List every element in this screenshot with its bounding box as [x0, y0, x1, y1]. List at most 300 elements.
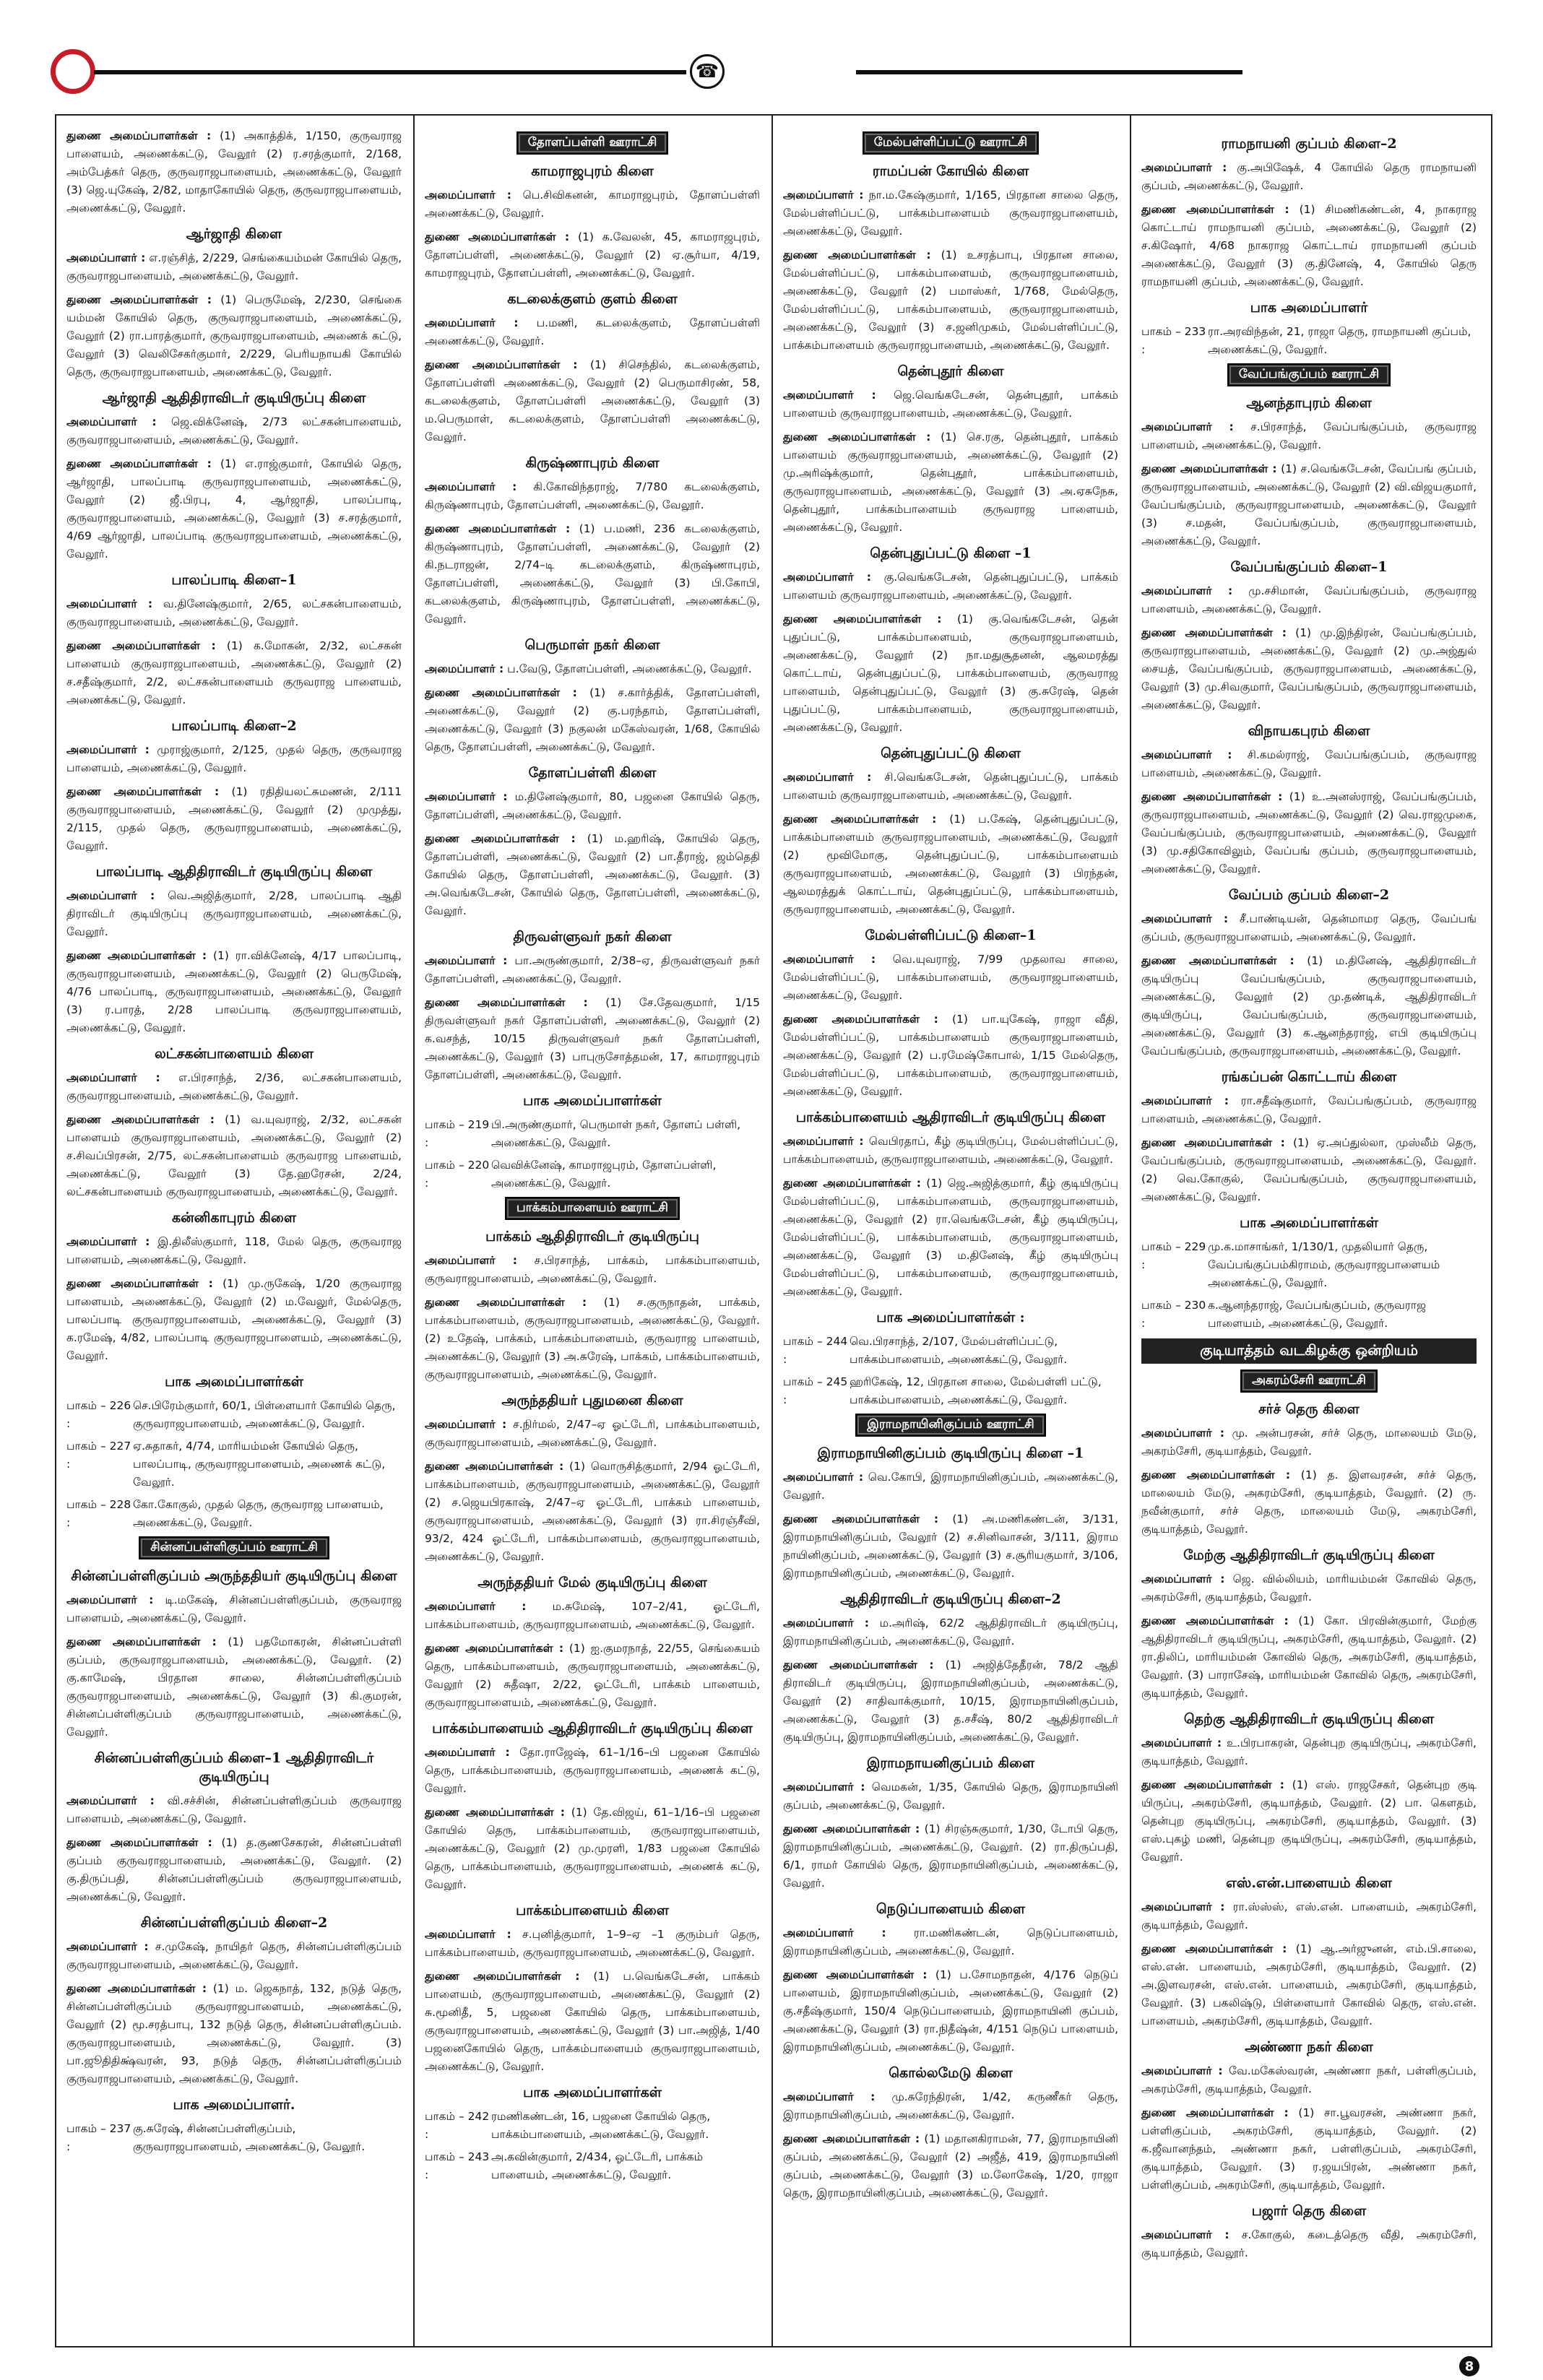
member-entry [1141, 1734, 1477, 1770]
member-details: (1) சிரஞ்சுகுமார், 1/30, டோபி தெரு, இராமநாயினிகுப்பம், அணைக்கட்டு, வேலூர். (2) ரா.திருப்பதி, 6/1, ராமர் கோயில் தெரு, இராமநாயினிகுப்பம், அணைக்கட்டு, வேலூர். [783, 1822, 1118, 1890]
member-entry [783, 1820, 1118, 1892]
panchayat-label: மேல்பள்ளிப்பட்டு ஊராட்சி [863, 131, 1039, 155]
section-heading: பாக அமைப்பாளர். [173, 2097, 295, 2113]
member-entry [783, 610, 1118, 737]
masthead-ring-icon [51, 49, 95, 94]
member-entry [66, 887, 402, 941]
role-label: துணை அமைப்பாளர்கள் : [66, 949, 207, 962]
column-2 [425, 127, 760, 2337]
column-divider [772, 116, 773, 2346]
member-entry [783, 1011, 1118, 1101]
column-divider [413, 116, 415, 2346]
section-heading: நெடுப்பாளையம் கிளை [876, 1901, 1026, 1917]
booth-number: பாகம் – 219 : [425, 1118, 490, 1149]
member-details: முராஜ்குமார், 2/125, முதல் தெரு, குருவராஜ பாளையம், அணைக்கட்டு, வேலூர். [66, 743, 402, 774]
role-label: துணை அமைப்பாளர்கள் : [66, 457, 212, 470]
member-details: (1) தே.விஜய், 61–1/16–பி பஜனை கோயில் தெரு, பாக்கம்பாளையம், குருவராஜபாளையம், அணைக்கட்டு, வேலூர் (2) மு.முரளி, 1/83 பஜனை கோயில் தெரு, பாக்கம்பாளையம், குருவராஜபாளையம், அணைக் கட்டு, வேலூர். [425, 1806, 760, 1891]
header-rule-left [94, 70, 686, 74]
section-heading: பாக அமைப்பாளர்கள் [165, 1374, 303, 1390]
booth-number: பாகம் – 244 : [783, 1335, 848, 1366]
section-heading: பாலப்பாடி கிளை–1 [171, 572, 297, 588]
role-label: துணை அமைப்பாளர்கள் : [66, 1635, 217, 1648]
member-entry [1141, 1092, 1477, 1128]
section-heading: கன்னிகாபுரம் கிளை [172, 1210, 296, 1226]
member-details: (1) ப.மணி, 236 கடலைக்குளம், கிருஷ்ணாபுரம், தோளப்பள்ளி, அணைக்கட்டு, வேலூர் (2) கி.நடராஜன், 2/74–டி கடலைக்குளம், கிருஷ்ணாபுரம், தோளப்பள்ளி, அணைக்கட்டு, வேலூர் (3) பி.கோபி, கடலைக்குளம், கிருஷ்ணாபுரம், தோளப்பள்ளி, அணைக்கட்டு, வேலூர். [425, 522, 760, 626]
member-details: வே.மகேஸ்வரன், அண்ணா நகர், பள்ளிகுப்பம், அகரம்சேரி, குடியாத்தம், வேலூர். [1141, 2064, 1477, 2095]
member-details: இ.திலீஸ்குமார், 118, மேல் தெரு, குருவராஜ பாளையம், அணைக்கட்டு, வேலூர். [66, 1235, 402, 1266]
member-entry [1141, 460, 1477, 550]
role-label: அமைப்பாளர் : [66, 1071, 160, 1084]
role-label: துணை அமைப்பாளர்கள் : [425, 1296, 587, 1309]
role-label: துணை அமைப்பாளர்கள் : [66, 1836, 212, 1849]
role-label: துணை அமைப்பாளர்கள் : [783, 613, 942, 626]
member-entry [425, 1598, 760, 1634]
member-entry [1141, 1570, 1477, 1606]
role-label: துணை அமைப்பாளர்கள் : [66, 1277, 213, 1290]
role-label: அமைப்பாளர் : [425, 954, 508, 967]
member-entry [425, 1416, 760, 1452]
role-label: அமைப்பாளர் : [1141, 1094, 1229, 1107]
booth-member: வெவிக்னேஷ், காமராஜபுரம், தோளப்பள்ளி, அணைக்கட்டு, வேலூர். [491, 1159, 717, 1190]
booth-entry [783, 1373, 1118, 1409]
member-details: ஜெ. வில்லியம், மாரியம்மன் கோவில் தெரு, அகரம்சேரி, குடியாத்தம், வேலூர். [1141, 1572, 1477, 1604]
member-details: (1) அஜித்தேதீரன், 78/2 ஆதி திராவிடர் குடியிருப்பு, இராமநாயினிகுப்பம், அணைக்கட்டு, வேலூர் (2) சாதிவாக்குமார், 10/15, இராமநாயினிகுப்பம், அணைக்கட்டு, வேலூர் (3) த.சசீஷ், 80/2 ஆதிதிராவிடர் குடியிருப்பு, இராமநாயினிகுப்பம், அணைக்கட்டு, வேலூர். [783, 1658, 1118, 1744]
section-heading: ரங்கப்பன் கொட்டாய் கிளை [1221, 1069, 1397, 1085]
member-entry [1141, 418, 1477, 454]
member-details: (1) வ.யுவராஜ், 2/32, லட்சகன் பாளையம் குருவராஜபாளையம், அணைக்கட்டு, வேலூர் (2) ச.சிவப்பிரசன், 2/75, லட்சகன்பாளையம் குருவராஜ பாளையம், அணைக்கட்டு, வேலூர் (3) தே.ஹரேசன், 2/24, லட்சகன்பாளையம் குருவராஜபாளையம், அணைக்கட்டு, வேலூர். [66, 1113, 402, 1198]
section-heading: விநாயகபுரம் கிளை [1248, 723, 1370, 739]
member-details: (1) கு.வெங்கடேசன், தென் புதுப்பட்டு, பாக்கம்பாளையம், குருவராஜபாளையம், அணைக்கட்டு, வேலூர் (2) நா.மதுசூதனன், ஆலமரத்து கொட்டாய், தென்புதுப்பட்டு, பாக்கம்பாளையம், குருவராஜ பாளையம், தென்புதுப்பட்டு, வேலூர் (3) கு.சுரேஷ், தென் புதுப்பட்டு, பாக்கம்பாளையம், குருவராஜபாளையம், அணைக்கட்டு, வேலூர். [783, 613, 1118, 734]
member-entry [66, 291, 402, 381]
member-details: கு.அபிஷேக், 4 கோயில் தெரு ராமநாயனி குப்பம், அணைக்கட்டு, வேலூர். [1141, 161, 1477, 192]
role-label: துணை அமைப்பாளர்கள் : [783, 2132, 920, 2145]
section-heading: அருந்ததியர் மேல் குடியிருப்பு கிளை [477, 1575, 707, 1591]
member-entry [425, 952, 760, 988]
member-entry [783, 1924, 1118, 1960]
role-label: துணை அமைப்பாளர்கள் : [425, 1806, 565, 1819]
member-entry [66, 127, 402, 217]
booth-member: ரமணிகண்டன், 16, பஜனை கோயில் தெரு, பாக்கம்பாளையம், அணைக்கட்டு, வேலூர். [491, 2110, 711, 2141]
role-label: அமைப்பாளர் : [1141, 584, 1233, 597]
role-label: அமைப்பாளர் : [783, 571, 871, 584]
booth-entry [1141, 1238, 1477, 1292]
role-label: துணை அமைப்பாளர்கள் : [66, 1982, 207, 1995]
member-details: (1) த. இளவரசன், சர்ச் தெரு, மாலையம் மேடு, அகரம்சேரி, குடியாத்தம், வேலூர். (2) ரு. நவீன்குமார், சர்ச் தெரு, மாலையம் மேடு, அகரம்சேரி, குடியாத்தம், வேலூர். [1141, 1468, 1477, 1536]
party-emblem-icon: ☎ [690, 54, 725, 89]
section-heading: பாக்கம் ஆதிதிராவிடர் குடியிருப்பு [485, 1229, 699, 1245]
member-entry [425, 994, 760, 1084]
column-divider [1130, 116, 1131, 2346]
member-details: (1) ப.வெங்கடேசன், பாக்கம் பாளையம், குருவராஜபாளையம், அணைக்கட்டு, வேலூர் (2) சு.மூனிதீ, 5, பஜனை கோயில் தெரு, பாக்கம்பாளையம், குருவராஜபாளையம், அணைக்கட்டு, வேலூர் (3) பா.அஜித், 1/40 பஜனைகோயில் தெரு, பாக்கம்பாளையம் குருவராஜபாளையம், அணைக்கட்டு, வேலூர். [425, 1970, 760, 2073]
role-label: அமைப்பாளர் : [1141, 1572, 1225, 1585]
role-label: அமைப்பாளர் : [425, 316, 519, 329]
booth-member: கோ.கோகுல், முதல் தெரு, குருவராஜ பாளையம், அணைக்கட்டு, வேலூர். [133, 1498, 384, 1529]
role-label: துணை அமைப்பாளர்கள் : [425, 832, 576, 845]
member-entry [783, 2088, 1118, 2124]
role-label: துணை அமைப்பாளர்கள் : [66, 639, 216, 652]
member-entry [66, 249, 402, 285]
member-details: (1) உசரத்பாபு, பிரதான சாலை, மேல்பள்ளிப்பட்டு, பாக்கம்பாளையம், குருவராஜபாளையம், அணைக்கட்டு, வேலூர் (2) பமாஸ்கர், 1/768, மேல்தெரு, மேல்பள்ளிப்பட்டு, பாக்கம்பாளையம், குருவராஜபாளையம், அணைக்கட்டு, வேலூர் (3) ச.ஜனிமுகம், மேல்பள்ளிப்பட்டு, பாக்கம்பாளையம் குருவராஜபாளையம், அணைக்கட்டு, வேலூர். [783, 248, 1118, 352]
role-label: அமைப்பாளர் : [66, 1794, 155, 1807]
member-entry [425, 1458, 760, 1566]
member-details: (1) க.மோகன், 2/32, லட்சகன் பாளையம் குருவராஜபாளையம், அணைக்கட்டு, வேலூர் (2) ச.சதீஷ்குமார், 2/2, லட்சகன்பாளையம் குருவராஜ பாளையம், அணைக்கட்டு, வேலூர். [66, 639, 402, 706]
role-label: அமைப்பாளர் : [1141, 161, 1227, 174]
section-heading: பாக்கம்பாளையம் கிளை [516, 1903, 669, 1918]
member-entry [66, 1792, 402, 1828]
member-entry [1141, 910, 1477, 946]
role-label: துணை அமைப்பாளர்கள் : [1141, 1778, 1284, 1791]
member-entry [1141, 1424, 1477, 1461]
member-entry [66, 1938, 402, 1974]
section-heading: பெருமாள் நகர் கிளை [524, 637, 660, 653]
member-details: வெமகன், 1/35, கோயில் தெரு, இராமநாயினி குப்பம், அணைக்கட்டு, வேலூர். [783, 1780, 1118, 1812]
member-entry [66, 1834, 402, 1906]
member-details: நா.ம.கேஷ்குமார், 1/165, பிரதான சாலை தெரு, மேல்பள்ளிப்பட்டு, பாக்கம்பாளையம் குருவராஜபாளையம், அணைக்கட்டு, வேலூர். [783, 189, 1118, 238]
member-entry [783, 1468, 1118, 1505]
section-heading: திருவள்ளுவர் நகர் கிளை [513, 929, 672, 945]
member-details: (1) கோ. பிரவின்குமார், மேற்கு ஆதிதிராவிடர் குடியிருப்பு, அகரம்சேரி, குடியாத்தம், வேலூர். (2) ரா.திலிப், மாரியம்மன் கோவில் தெரு, அகரம்சேரி, குடியாத்தம், வேலூர். (3) பாராசேஷ், மாரியம்மன் கோவில் தெரு, அகரம்சேரி, குடியாத்தம், வேலூர். [1141, 1614, 1477, 1700]
role-label: துணை அமைப்பாளர்கள் : [1141, 462, 1277, 475]
member-entry [66, 1069, 402, 1105]
section-heading: சின்னப்பள்ளிகுப்பம் கிளை–2 [140, 1915, 328, 1931]
header-rule-right [856, 70, 1242, 74]
role-label: அமைப்பாளர் : [783, 771, 872, 784]
role-label: துணை அமைப்பாளர்கள் : [1141, 626, 1287, 639]
panchayat-label: தோளப்பள்ளி ஊராட்சி [517, 131, 669, 155]
member-details: (1) ப.சோமநாதன், 4/176 நெடுப் பாளையம், இராமநாயினிகுப்பம், அணைக்கட்டு, வேலூர் (2) கு.சதீஷ்குமார், 150/4 நெடுப்பாளையம், இராமநாயினி குப்பம், அணைக்கட்டு, வேலூர் (3) ரா.நிதீஷ்ன், 4/151 நெடுப் பாளையம், இராமநாயினிகுப்பம், அணைக்கட்டு, வேலூர். [783, 1968, 1118, 2054]
member-details: உ.பிரபாகரன், தென்புற குடியிருப்பு, அகரம்சேரி, குடியாத்தம், வேலூர். [1141, 1736, 1477, 1767]
role-label: அமைப்பாளர் : [425, 1254, 517, 1267]
member-entry [66, 637, 402, 709]
booth-entry [425, 1116, 760, 1152]
member-details: (1) ரதிதியலட்சுமணன், 2/111 குருவராஜபாளையம், அணைக்கட்டு, வேலூர் (2) முமுத்து, 2/115, முதல் தெரு, குருவராஜபாளையம், அணைக்கட்டு, வேலூர். [66, 785, 402, 852]
role-label: துணை அமைப்பாளர்கள் : [425, 686, 577, 699]
member-details: (1) சா.பூவரசன், அண்ணா நகர், பள்ளிகுப்பம், அகரம்சேரி, குடியாத்தம், வேலூர். (2) க.ஜீவானந்தம், அண்ணா நகர், பள்ளிகுப்பம், அகரம்சேரி, குடியாத்தம், வேலூர். (3) ர.ஜயபிரன், அண்ணா நகர், பள்ளிகுப்பம், அகரம்சேரி, குடியாத்தம், வேலூர். [1141, 2106, 1477, 2191]
booth-number: பாகம் – 220 : [425, 1159, 490, 1190]
member-entry [1141, 1466, 1477, 1539]
section-heading: தென்புதுப்பட்டு கிளை [881, 745, 1021, 761]
section-heading: லட்சகன்பாளையம் கிளை [154, 1046, 314, 1062]
member-entry [425, 1252, 760, 1288]
member-entry [783, 1614, 1118, 1650]
member-details: பா.அருண்குமார், 2/38–ஏ, திருவள்ளுவர் நகர் தோளப்பள்ளி, அணைக்கட்டு, வேலூர். [425, 954, 760, 985]
member-entry [783, 428, 1118, 537]
role-label: அமைப்பாளர் : [783, 1780, 865, 1793]
role-label: துணை அமைப்பாளர்கள் : [783, 1822, 920, 1835]
role-label: துணை அமைப்பாளர்கள் : [425, 1460, 564, 1473]
member-entry [783, 1656, 1118, 1747]
section-heading: ஆனந்தாபுரம் கிளை [1246, 395, 1372, 411]
role-label: அமைப்பாளர் : [66, 1593, 154, 1606]
role-label: அமைப்பாளர் : [425, 662, 504, 675]
member-entry [425, 356, 760, 446]
booth-entry [425, 2148, 760, 2184]
role-label: அமைப்பாளர் : [66, 415, 157, 428]
member-entry [425, 478, 760, 514]
section-heading: எஸ்.என்.பாளையம் கிளை [1226, 1875, 1392, 1891]
booth-entry [66, 1437, 402, 1492]
member-entry [66, 1111, 402, 1201]
role-label: அமைப்பாளர் : [783, 1926, 886, 1939]
section-heading: பாக்கம்பாளையம் ஆதிராவிடர் குடியிருப்பு கிளை [795, 1109, 1106, 1125]
member-entry [783, 246, 1118, 355]
member-entry [1141, 1898, 1477, 1934]
member-details: (1) சே.தேவகுமார், 1/15 திருவள்ளுவர் நகர் தோளப்பள்ளி, அணைக்கட்டு, வேலூர் (2) க.வசந்த், 10/15 திருவள்ளுவர் நகர் தோளப்பள்ளி, அணைக்கட்டு, வேலூர் (3) பாபுருசோத்தமன், 17, காமராஜபுரம் தோளப்பள்ளி, அணைக்கட்டு, வேலூர். [425, 996, 760, 1081]
member-entry [783, 1133, 1118, 1169]
booth-entry [425, 2108, 760, 2144]
member-details: ம.அரிஷ், 62/2 ஆதிதிராவிடர் குடியிருப்பு, இராமநாயினிகுப்பம், அணைக்கட்டு, வேலூர். [783, 1617, 1118, 1648]
role-label: துணை அமைப்பாளர்கள் : [783, 1658, 934, 1671]
role-label: அமைப்பாளர் : [425, 1600, 527, 1613]
section-heading: சர்ச் தெரு கிளை [1258, 1401, 1360, 1417]
member-details: (1) சிமணிகண்டன், 4, நாகராஜ கொட்டாய் ராமநாயனி குப்பம், அணைக்கட்டு, வேலூர் (2) ச.கிஷோர், 4/68 நாகராஜ கொட்டாய் ராமநாயனி குப்பம் அணைக்கட்டு, வேலூர் (3) கு.தினேஷ், 4, கோயில் தெரு ராமநாயனி குப்பம், அணைக்கட்டு, வேலூர். [1141, 203, 1477, 288]
booth-entry [425, 1156, 760, 1193]
member-entry [425, 314, 760, 350]
role-label: அமைப்பாளர் : [1141, 1736, 1222, 1749]
section-heading: பாலப்பாடி கிளை–2 [171, 718, 297, 734]
booth-member: கு.சுரேஷ், சின்னப்பள்ளிகுப்பம், குருவராஜபாளையம், அணைக்கட்டு, வேலூர். [133, 2122, 366, 2153]
member-entry [783, 386, 1118, 423]
member-details: சி.கமல்ராஜ், வேப்பங்குப்பம், குருவராஜ பாளையம், அணைக்கட்டு, வேலூர். [1141, 748, 1477, 779]
role-label: துணை அமைப்பாளர்கள் : [1141, 203, 1289, 216]
panchayat-label: இராமநாயினிகுப்பம் ஊராட்சி [855, 1414, 1045, 1437]
section-heading: ராமநாயனி குப்பம் கிளை–2 [1221, 136, 1397, 152]
member-details: ரா.மணிகண்டன், நெடுப்பாளையம், இராமநாயினிகுப்பம், அணைக்கட்டு, வேலூர். [783, 1926, 1118, 1957]
section-heading: அண்ணா நகர் கிளை [1245, 2039, 1373, 2055]
member-details: (1) க.வேலன், 45, காமராஜபுரம், தோளப்பள்ளி, அணைக்கட்டு, வேலூர் (2) ஏ.சூர்யா, 4/19, காமராஜபுரம், தோளப்பள்ளி, அணைக்கட்டு, வேலூர். [425, 230, 760, 280]
booth-member: அ.கவின்குமார், 2/434, ஓட்டேரி, பாக்கம் பாளையம், அணைக்கட்டு, வேலூர். [491, 2150, 704, 2181]
member-entry [66, 947, 402, 1037]
section-heading: தோளப்பள்ளி கிளை [528, 765, 657, 781]
member-entry [425, 830, 760, 920]
member-details: ம.தினேஷ்குமார், 80, பஜனை கோயில் தெரு, தோளப்பள்ளி, அணைக்கட்டு, வேலூர். [425, 790, 760, 821]
member-details: மு.சுரேந்திரன், 1/42, கருணீகர் தெரு, இராமநாயினிகுப்பம், அணைக்கட்டு, வேலூர். [783, 2090, 1118, 2121]
booth-entry [783, 1333, 1118, 1369]
booth-number: பாகம் – 226 : [66, 1399, 131, 1430]
member-details: தோ.ராஜேஷ், 61–1/16–பி பஜனை கோயில் தெரு, பாக்கம்பாளையம், குருவராஜபாளையம், அணைக் கட்டு, வேலூர். [425, 1746, 760, 1795]
member-details: வெ.கோபி, இராமநாயினிகுப்பம், அணைக்கட்டு, வேலூர். [783, 1471, 1118, 1502]
member-entry [66, 1233, 402, 1269]
page-number: 8 [1459, 2356, 1479, 2376]
section-heading: அருந்ததியர் புதுமனை கிளை [501, 1393, 683, 1408]
section-heading: தெற்கு ஆதிதிராவிடர் குடியிருப்பு கிளை [1183, 1711, 1435, 1727]
member-entry [1141, 582, 1477, 618]
section-heading: வேப்பங்குப்பம் கிளை–1 [1230, 559, 1388, 575]
member-entry [425, 1926, 760, 1962]
role-label: துணை அமைப்பாளர்கள் : [425, 1642, 564, 1655]
member-details: ச.புனித்குமார், 1–9–ஏ –1 குரும்பர் தெரு, பாக்கம்பாளையம், குருவராஜபாளையம், அணைக்கட்டு, வேலூர். [425, 1928, 760, 1959]
member-entry [425, 520, 760, 628]
page-header [0, 0, 1543, 123]
panchayat-label: பாக்கம்பாளையம் ஊராட்சி [505, 1197, 680, 1220]
section-heading: தென்புதுப்பட்டு கிளை –1 [870, 545, 1032, 561]
member-entry [66, 741, 402, 777]
booth-number: பாகம் – 245 : [783, 1375, 848, 1406]
member-entry [1141, 952, 1477, 1060]
member-details: வ.தினேஷ்குமார், 2/65, லட்சகன்பாளையம், குருவராஜபாளையம், அணைக்கட்டு, வேலூர். [66, 597, 402, 628]
section-heading: கொல்லமேடு கிளை [889, 2065, 1013, 2081]
member-entry [1141, 2104, 1477, 2194]
member-details: (1) அகாத்திக், 1/150, குருவராஜ பாளையம், அணைக்கட்டு, வேலூர் (2) ர.சரத்குமார், 2/168, அம்பேத்கர் தெரு, குருவராஜபாளையம், அணைக்கட்டு, வேலூர் (3) ஜெ.யுகேஷ், 2/82, மாதாகோயில் தெரு, குருவராஜபாளையம், அணைக்கட்டு, வேலூர். [66, 129, 402, 215]
role-label: அமைப்பாளர் : [1141, 420, 1234, 433]
booth-number: பாகம் – 228 : [66, 1498, 131, 1529]
section-heading: பாலப்பாடி ஆதிதிராவிடர் குடியிருப்பு கிளை [95, 864, 373, 880]
member-details: (1) அ.மணிகண்டன், 3/131, இராமநாயினிகுப்பம், வேலூர் (2) ச.சினிவாசன், 3/111, இராம நாயினிகுப்பம், அணைக்கட்டு, வேலூர் (3) ச.சூரியகுமார், 3/106, இராமநாயினிகுப்பம், அணைக்கட்டு, வேலூர். [783, 1513, 1118, 1580]
panchayat-label: சின்னப்பள்ளிகுப்பம் ஊராட்சி [139, 1536, 329, 1559]
member-details: (1) ம.ஹரிஷ், கோயில் தெரு, தோளப்பள்ளி, அணைக்கட்டு, வேலூர் (2) பா.தீராஜ், ஜம்தெதி கோயில் தெரு, தோளப்பள்ளி, அணைக்கட்டு, வேலூர். (3) அ.வெங்கடேசன், கோயில் தெரு, தோளப்பள்ளி, அணைக்கட்டு, வேலூர். [425, 832, 760, 917]
member-details: (1) எஸ். ராஜசேகர், தென்புற குடி யிருப்பு, அகரம்சேரி, குடியாத்தம், வேலூர். (2) பா. கௌதம், தென்புற குடியிருப்பு, அகரம்சேரி, குடியாத்தம், வேலூர். (3) எஸ்.புகழ் மணி, தென்புற குடியிருப்பு, அகரம்சேரி, குடியாத்தம், வேலூர். [1141, 1778, 1477, 1864]
panchayat-label: அகரம்சேரி ஊராட்சி [1240, 1369, 1378, 1393]
role-label: அமைப்பாளர் : [1141, 2064, 1223, 2077]
member-entry [425, 788, 760, 824]
member-details: பெ.சிவிகனன், காமராஜபுரம், தோளப்பள்ளி அணைக்கட்டு, வேலூர். [425, 189, 760, 220]
member-entry [66, 1591, 402, 1627]
member-details: (1) மதானகிராமன், 77, இராமநாயினி குப்பம், அணைக்கட்டு, வேலூர் (2) அஜீத், 419, இராமநாயினி குப்பம், அணைக்கட்டு, வேலூர் (3) ம.லோகேஷ், 1/20, ராஜா தெரு, இராமநாயினிகுப்பம், அணைக்கட்டு, வேலூர். [783, 2132, 1118, 2199]
role-label: அமைப்பாளர் : [425, 480, 517, 493]
member-details: ப.வேடு, தோளப்பள்ளி, அணைக்கட்டு, வேலூர். [507, 662, 752, 675]
booth-entry [1141, 1297, 1477, 1333]
member-entry [783, 1510, 1118, 1583]
role-label: துணை அமைப்பாளர்கள் : [783, 1013, 938, 1026]
role-label: அமைப்பாளர் : [66, 743, 150, 756]
role-label: அமைப்பாளர் : [1141, 2228, 1229, 2241]
role-label: துணை அமைப்பாளர்கள் : [1141, 2106, 1289, 2119]
member-entry [1141, 1776, 1477, 1866]
member-entry [425, 1294, 760, 1384]
role-label: அமைப்பாளர் : [1141, 748, 1232, 761]
member-entry [783, 769, 1118, 805]
member-details: ரா.சதீஷ்குமார், வேப்பங்குப்பம், குருவராஜ பாளையம், அணைக்கட்டு, வேலூர். [1141, 1094, 1477, 1125]
member-entry [425, 1640, 760, 1712]
member-details: (1) ஏ.அப்துல்லா, முஸ்லீம் தெரு, வேப்பங்குப்பம், குருவராஜபாளையம், அணைக்கட்டு, வேலூர். (2) வெ.கோகுல், வேப்பங்குப்பம், குருவராஜபாளையம், அணைக்கட்டு, வேலூர். [1141, 1136, 1477, 1203]
role-label: துணை அமைப்பாளர்கள் : [1141, 1468, 1291, 1481]
section-heading: சின்னப்பள்ளிகுப்பம் அருந்ததியர் குடியிருப்பு கிளை [71, 1568, 397, 1584]
role-label: துணை அமைப்பாளர்கள் : [783, 1177, 921, 1190]
role-label: அமைப்பாளர் : [783, 389, 876, 402]
member-entry [783, 2130, 1118, 2202]
booth-number: பாகம் – 227 : [66, 1440, 131, 1471]
member-details: (1) செ.ரகு, தென்புதூர், பாக்கம் பாளையம் குருவராஜபாளையம், அணைக்கட்டு, வேலூர் (2) மு.அரிஷ்க்குமார், தென்புதூர், பாக்கம்பாளையம், குருவராஜபாளையம், அணைக்கட்டு, வேலூர் (3) அ.ஏசுநேசு, தென்புதூர், பாக்கம்பாளையம் குருவராஜ பாளையம், அணைக்கட்டு, வேலூர். [783, 430, 1118, 534]
member-details: (1) உ.அனஸ்ராஜ், வேப்பங்குப்பம், குருவராஜபாளையம், அணைக்கட்டு, வேலூர் (2) வெ.ராஜமுகை, வேப்பங்குப்பம், குருவராஜபாளையம், அணைக்கட்டு, வேலூர் (3) மு.சதிகோவிலும், வேப்பங் குப்பம், குருவராஜபாளையம், அணைக்கட்டு, வேலூர். [1141, 790, 1477, 875]
booth-number: பாகம் – 243 : [425, 2150, 490, 2181]
role-label: துணை அமைப்பாளர்கள் : [783, 1968, 928, 1981]
member-entry [66, 413, 402, 449]
role-label: அமைப்பாளர் : [425, 1928, 511, 1941]
booth-number: பாகம் – 233 : [1141, 325, 1206, 356]
member-details: டி.மகேஷ், சின்னப்பள்ளிகுப்பம், குருவராஜ பாளையம், அணைக்கட்டு, வேலூர். [66, 1593, 402, 1624]
union-banner: குடியாத்தம் வடகிழக்கு ஒன்றியம் [1141, 1338, 1477, 1364]
member-entry [1141, 624, 1477, 714]
member-entry [1141, 2226, 1477, 2262]
section-heading: இராமநாயனிகுப்பம் கிளை [866, 1755, 1035, 1771]
booth-entry [1141, 323, 1477, 359]
section-heading: காமராஜபுரம் கிளை [531, 163, 654, 179]
section-heading: பஜார் தெரு கிளை [1251, 2203, 1367, 2219]
role-label: துணை அமைப்பாளர்கள் : [66, 1113, 215, 1126]
role-label: துணை அமைப்பாளர்கள் : [783, 430, 931, 443]
role-label: அமைப்பாளர் : [425, 189, 511, 202]
member-entry [425, 684, 760, 756]
section-heading: இராமநாயினிகுப்பம் குடியிருப்பு கிளை –1 [817, 1445, 1084, 1461]
member-entry [425, 1804, 760, 1894]
section-heading: பாக அமைப்பாளர் [1250, 300, 1368, 316]
role-label: துணை அமைப்பாளர்கள் : [425, 1970, 580, 1983]
role-label: துணை அமைப்பாளர்கள் : [66, 129, 212, 142]
role-label: துணை அமைப்பாளர்கள் : [783, 248, 931, 261]
member-details: (1) ப.கேஷ், தென்புதுப்பட்டு, பாக்கம்பாளையம் குருவராஜபாளையம், அணைக்கட்டு, வேலூர் (2) மூவிமோகு, தென்புதுப்பட்டு, பாக்கம்பாளையம் குருவராஜபாளையம், அணைக்கட்டு, வேலூர் (3) பிரந்தன், ஆலமரத்துக் கொட்டாய், தென்புதுப்பட்டு, பாக்கம்பாளையம், குருவராஜபாளையம், அணைக்கட்டு, வேலூர். [783, 813, 1118, 916]
member-entry [783, 568, 1118, 605]
member-entry [425, 1968, 760, 2076]
member-details: (1) த.குணசேகரன், சின்னப்பள்ளி குப்பம் குருவராஜபாளையம், அணைக்கட்டு, வேலூர். (2) கு.திருப்பதி, சின்னப்பள்ளிகுப்பம் குருவராஜபாளையம், அணைக்கட்டு, வேலூர். [66, 1836, 402, 1903]
booth-number: பாகம் – 237 : [66, 2122, 131, 2153]
booth-member: பி.அருண்குமார், பெருமாள் நகர், தோளப் பள்ளி, அணைக்கட்டு, வேலூர். [491, 1118, 741, 1149]
section-heading: பாக அமைப்பாளர்கள் : [876, 1310, 1025, 1325]
section-heading: ஆர்ஜாதி ஆதிதிராவிடர் குடியிருப்பு கிளை [102, 390, 366, 406]
role-label: அமைப்பாளர் : [783, 189, 864, 202]
member-details: ப.மணி, கடலைக்குளம், தோளப்பள்ளி அணைக்கட்டு, வேலூர். [425, 316, 760, 347]
booth-entry [66, 1397, 402, 1433]
role-label: அமைப்பாளர் : [66, 1940, 149, 1953]
member-entry [783, 1966, 1118, 2056]
member-entry [66, 595, 402, 631]
booth-member: மு.க.மாசாங்கர், 1/130/1, முதலியார் தெரு, வேப்பங்குப்பம்கிராமம், குருவராஜபாளையம் அணைக்கட்டு, வேலூர். [1208, 1240, 1440, 1289]
role-label: அமைப்பாளர் : [66, 889, 155, 902]
role-label: அமைப்பாளர் : [66, 251, 146, 264]
role-label: துணை அமைப்பாளர்கள் : [1141, 1136, 1285, 1149]
member-entry [783, 810, 1118, 919]
section-heading: சின்னப்பள்ளிகுப்பம் கிளை–1 ஆதிதிராவிடர் குடியிருப்பு [94, 1750, 374, 1785]
member-details: ஜெ.விக்னேஷ், 2/73 லட்சகன்பாளையம், குருவராஜபாளையம், அணைக்கட்டு, வேலூர். [66, 415, 402, 446]
member-details: (1) ஐ.குமரநாத், 22/55, செங்கையம் தெரு, பாக்கம்பாளையம், குருவராஜபாளையம், அணைக்கட்டு, வேலூர் (2) சுதீஷா, 2/22, ஓட்டேரி, பாக்கம் பாளையம், குருவராஜபாளையம், அணைக்கட்டு, வேலூர். [425, 1642, 760, 1709]
member-details: ச.கோகுல், கடைத்தெரு வீதி, அகரம்சேரி, குடியாத்தம், வேலூர். [1141, 2228, 1477, 2259]
section-heading: மேல்பள்ளிப்பட்டு கிளை–1 [865, 927, 1037, 943]
member-details: (1) பதமோகரன், சின்னப்பள்ளி குப்பம், குருவராஜபாளையம், அணைக்கட்டு, வேலூர். (2) கு.காமேஷ், பிரதான சாலை, சின்னப்பள்ளிகுப்பம் குருவராஜபாளையம், அணைக்கட்டு, வேலூர் (3) கி.குமரன், சின்னப்பள்ளிகுப்பம் குருவராஜபாளையம், அணைக்கட்டு, வேலூர். [66, 1635, 402, 1739]
role-label: அமைப்பாளர் : [425, 790, 508, 803]
member-details: ச.பிரசாந்த், பாக்கம், பாக்கம்பாளையம், குருவராஜபாளையம், அணைக்கட்டு, வேலூர். [425, 1254, 760, 1285]
member-details: (1) ம.தினேஷ், ஆதிதிராவிடர் குடியிருப்பு வேப்பங்குப்பம், குருவராஜபாளையம், அணைக்கட்டு, வேலூர் (2) மு.தண்டிக், ஆதிதிராவிடர் குடியிருப்பு, வேப்பங்குப்பம், குருவராஜபாளையம், அணைக்கட்டு, வேலூர் (3) க.ஆனந்தராஜ், எபி குடியிருப்பு வேப்பங்குப்பம், குருவராஜபாளையம், அணைக்கட்டு, வேலூர். [1141, 954, 1477, 1057]
column-4 [1141, 127, 1477, 2337]
member-details: ச.நிர்மல், 2/47–ஏ ஓட்டேரி, பாக்கம்பாளையம், குருவராஜபாளையம், அணைக்கட்டு, வேலூர். [425, 1418, 760, 1449]
member-entry [1141, 201, 1477, 291]
member-entry [783, 1174, 1118, 1301]
role-label: அமைப்பாளர் : [66, 597, 153, 610]
section-heading: ஆர்ஜாதி கிளை [186, 226, 282, 242]
member-details: (1) ஜெ.அஜித்குமார், கீழ் குடியிருப்பு மேல்பள்ளிப்பட்டு, பாக்கம்பாளையம், குருவராஜபாளையம், அணைக்கட்டு, வேலூர் (2) ரா.வெங்கடேசன், கீழ் குடியிருப்பு, மேல்பள்ளிப்பட்டு, பாக்கம்பாளையம், குருவராஜபாளையம், அணைக்கட்டு, வேலூர் (3) ம.தினேஷ், கீழ் குடியிருப்பு மேல்பள்ளிப்பட்டு, பாக்கம்பாளையம், குருவராஜபாளையம், அணைக்கட்டு, வேலூர். [783, 1177, 1118, 1298]
section-heading: பாக அமைப்பாளர்கள் [523, 2085, 662, 2100]
member-entry [1141, 1940, 1477, 2030]
member-details: வெபிரதாப், கீழ் குடியிருப்பு, மேல்பள்ளிப்பட்டு, பாக்கம்பாளையம், குருவராஜபாளையம், அணைக்கட்டு, வேலூர். [783, 1135, 1118, 1166]
section-heading: பாக அமைப்பாளர்கள் [523, 1093, 662, 1109]
member-details: (1) ச.குருநாதன், பாக்கம், பாக்கம்பாளையம், குருவராஜபாளையம், அணைக்கட்டு, வேலூர். (2) உதேஷ், பாக்கம், பாக்கம்பாளையம், குருவராஜ பாளையம், அணைக்கட்டு, வேலூர் (3) அ.சுரேஷ், பாக்கம், பாக்கம்பாளையம், குருவராஜபாளையம், அணைக்கட்டு, வேலூர். [425, 1296, 760, 1381]
column-1 [66, 127, 402, 2337]
role-label: துணை அமைப்பாளர்கள் : [1141, 790, 1283, 803]
member-details: (1) சிசெந்தில், கடலைக்குளம், தோளப்பள்ளி அணைக்கட்டு, வேலூர் (2) பெருமாசிரண், 58, கடலைக்குளம், தோளப்பள்ளி அணைக்கட்டு, வேலூர் (3) ம.பெருமாள், கடலைக்குளம், தோளப்பள்ளி அணைக்கட்டு, வேலூர். [425, 358, 760, 443]
member-details: ம.சுமேஷ், 107–2/41, ஓட்டேரி, பாக்கம்பாளையம், குருவராஜபாளையம், அணைக்கட்டு, வேலூர். [425, 1600, 760, 1631]
member-details: (1) ரா.விக்னேஷ், 4/17 பாலப்பாடி, குருவராஜபாளையம், அணைக்கட்டு, வேலூர் (2) பெருமேஷ், 4/76 பாலப்பாடி, குருவராஜபாளையம், அணைக்கட்டு, வேலூர் (3) ர.பாரத், 2/28 பாலப்பாடி குருவராஜபாளையம், அணைக்கட்டு, வேலூர். [66, 949, 402, 1034]
role-label: துணை அமைப்பாளர்கள் : [1141, 1614, 1289, 1627]
role-label: அமைப்பாளர் : [783, 1617, 869, 1630]
member-entry [1141, 2062, 1477, 2098]
booth-member: வெ.பிரசாந்த், 2/107, மேல்பள்ளிப்பட்டு, பாக்கம்பாளையம், அணைக்கட்டு, வேலூர். [850, 1335, 1068, 1366]
member-details: (1) எ.ராஜ்குமார், கோயில் தெரு, ஆர்ஜாதி, பாலப்பாடி குருவராஜபாளையம், அணைக்கட்டு, வேலூர் (2) ஜீ.பிரபு, 4, ஆர்ஜாதி, பாலப்பாடி, குருவராஜபாளையம், அணைக்கட்டு, வேலூர் (3) ச.சரத்குமார், 4/69 ஆர்ஜாதி, பாலப்பாடி குருவராஜபாளையம், அணைக்கட்டு, வேலூர். [66, 457, 402, 561]
role-label: துணை அமைப்பாளர்கள் : [1141, 954, 1295, 967]
role-label: அமைப்பாளர் : [783, 1471, 864, 1484]
member-entry [1141, 1134, 1477, 1206]
member-details: ச.பிரசாந்த், வேப்பங்குப்பம், குருவராஜ பாளையம், அணைக்கட்டு, வேலூர். [1141, 420, 1477, 451]
role-label: அமைப்பாளர் : [783, 953, 876, 966]
booth-entry [66, 1496, 402, 1532]
member-details: (1) பா.யுகேஷ், ராஜா வீதி, மேல்பள்ளிப்பட்டு, பாக்கம்பாளையம் குருவராஜபாளையம், அணைக்கட்டு, வேலூர் (2) ப.ரமேஷ்கோபால், 1/15 மேல்தெரு, மேல்பள்ளிப்பட்டு, பாக்கம்பாளையம், குருவராஜபாளையம், அணைக்கட்டு, வேலூர். [783, 1013, 1118, 1098]
